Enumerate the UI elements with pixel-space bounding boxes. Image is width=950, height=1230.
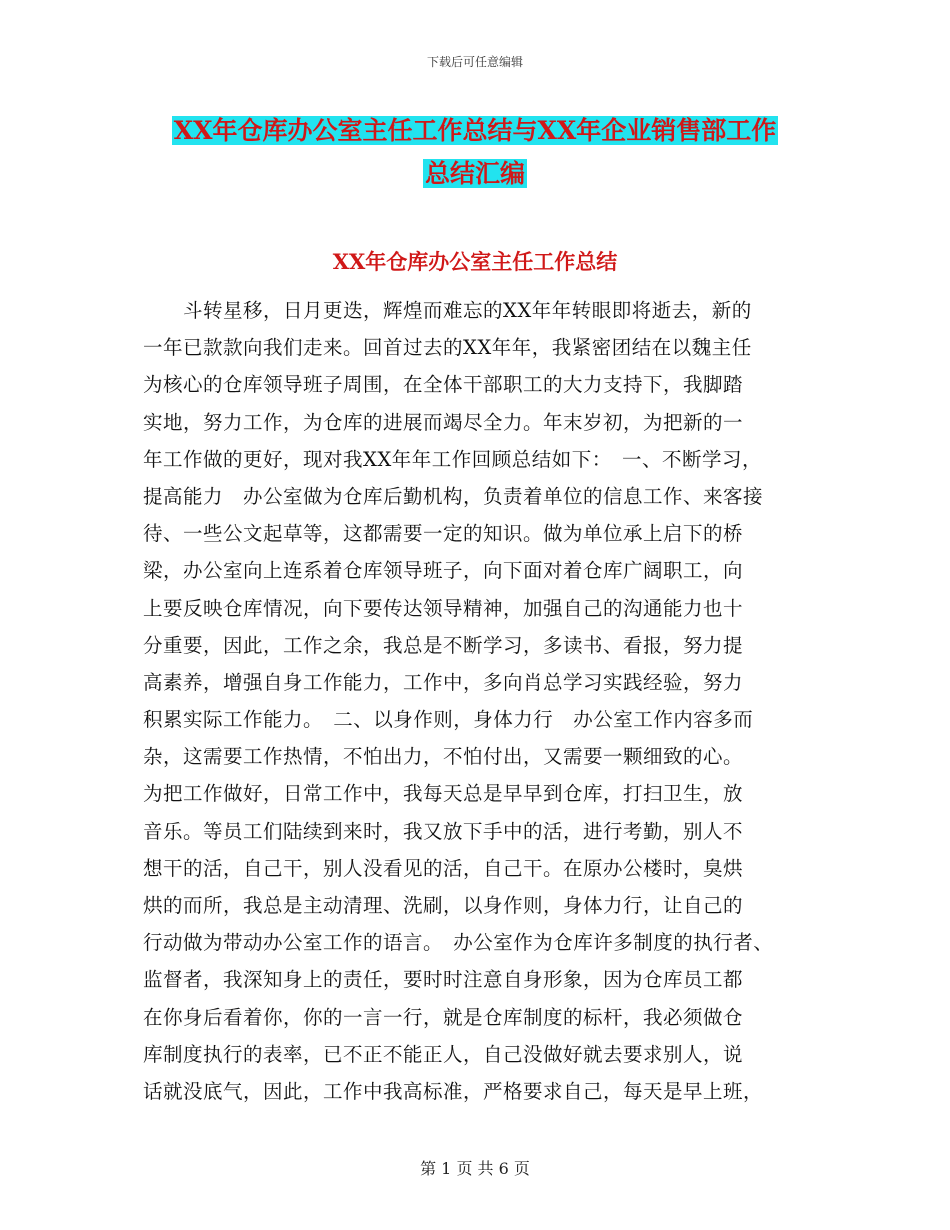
body-line: 分重要，因此，工作之余，我总是不断学习，多读书、看报，努力提 xyxy=(143,633,744,657)
body-line: 高素养，增强自身工作能力，工作中，多向肖总学习实践经验，努力 xyxy=(143,670,744,694)
body-line: 待、一些公文起草等，这都需要一定的知识。做为单位承上启下的桥 xyxy=(143,522,744,546)
body-line: 斗转星移，日月更迭，辉煌而难忘的XX年年转眼即将逝去，新的 xyxy=(143,299,752,322)
body-line: 在你身后看着你，你的一言一行，就是仓库制度的标杆，我必须做仓 xyxy=(143,1005,744,1029)
body-line: 为核心的仓库领导班子周围，在全体干部职工的大力支持下，我脚踏 xyxy=(143,373,744,397)
document-title-line-2 xyxy=(0,154,950,194)
body-line: 库制度执行的表率，已不正不能正人，自己没做好就去要求别人，说 xyxy=(143,1042,744,1066)
document-title-text-2: 总结汇编 xyxy=(424,159,525,188)
body-line: 烘的而所，我总是主动清理、洗刷，以身作则，身体力行，让自己的 xyxy=(143,894,744,917)
body-line: 一年已款款向我们走来。回首过去的XX年年，我紧密团结在以魏主任 xyxy=(143,336,752,360)
body-text xyxy=(143,292,813,1110)
section-title: XX年仓库办公室主任工作总结 xyxy=(332,249,618,274)
body-line: 为把工作做好，日常工作中，我每天总是早早到仓库，打扫卫生，放 xyxy=(143,782,744,806)
body-line: 音乐。等员工们陆续到来时，我又放下手中的活，进行考勤，别人不 xyxy=(143,819,744,843)
body-line: 年工作做的更好，现对我XX年年工作回顾总结如下： 一、不断学习， xyxy=(143,447,763,471)
body-line: 梁，办公室向上连系着仓库领导班子，向下面对着仓库广阔职工，向 xyxy=(143,559,744,583)
body-line: 监督者，我深知身上的责任，要时时注意自身形象，因为仓库员工都 xyxy=(143,968,744,992)
body-line: 提高能力 办公室做为仓库后勤机构，负责着单位的信息工作、来客接 xyxy=(143,484,764,508)
body-line: 想干的活，自己干，别人没看见的活，自己干。在原办公楼时，臭烘 xyxy=(143,856,744,880)
document-title-line-1 xyxy=(0,111,950,151)
body-line: 杂，这需要工作热情，不怕出力，不怕付出，又需要一颗细致的心。 xyxy=(143,745,744,769)
body-line: 上要反映仓库情况，向下要传达领导精神，加强自己的沟通能力也十 xyxy=(143,596,744,620)
body-line: 话就没底气，因此，工作中我高标准，严格要求自己，每天是早上班， xyxy=(143,1079,764,1103)
page-footer: 第 1 页 共 6 页 xyxy=(420,1159,530,1178)
body-line: 行动做为带动办公室工作的语言。 办公室作为仓库许多制度的执行者、 xyxy=(143,931,774,955)
body-line: 实地，努力工作，为仓库的进展而竭尽全力。年末岁初，为把新的一 xyxy=(143,410,744,434)
header-note: 下载后可任意编辑 xyxy=(426,55,523,69)
document-title-text-1: XX年仓库办公室主任工作总结与XX年企业销售部工作 xyxy=(173,116,777,145)
body-line: 积累实际工作能力。 二、以身作则，身体力行 办公室工作内容多而 xyxy=(143,708,754,732)
